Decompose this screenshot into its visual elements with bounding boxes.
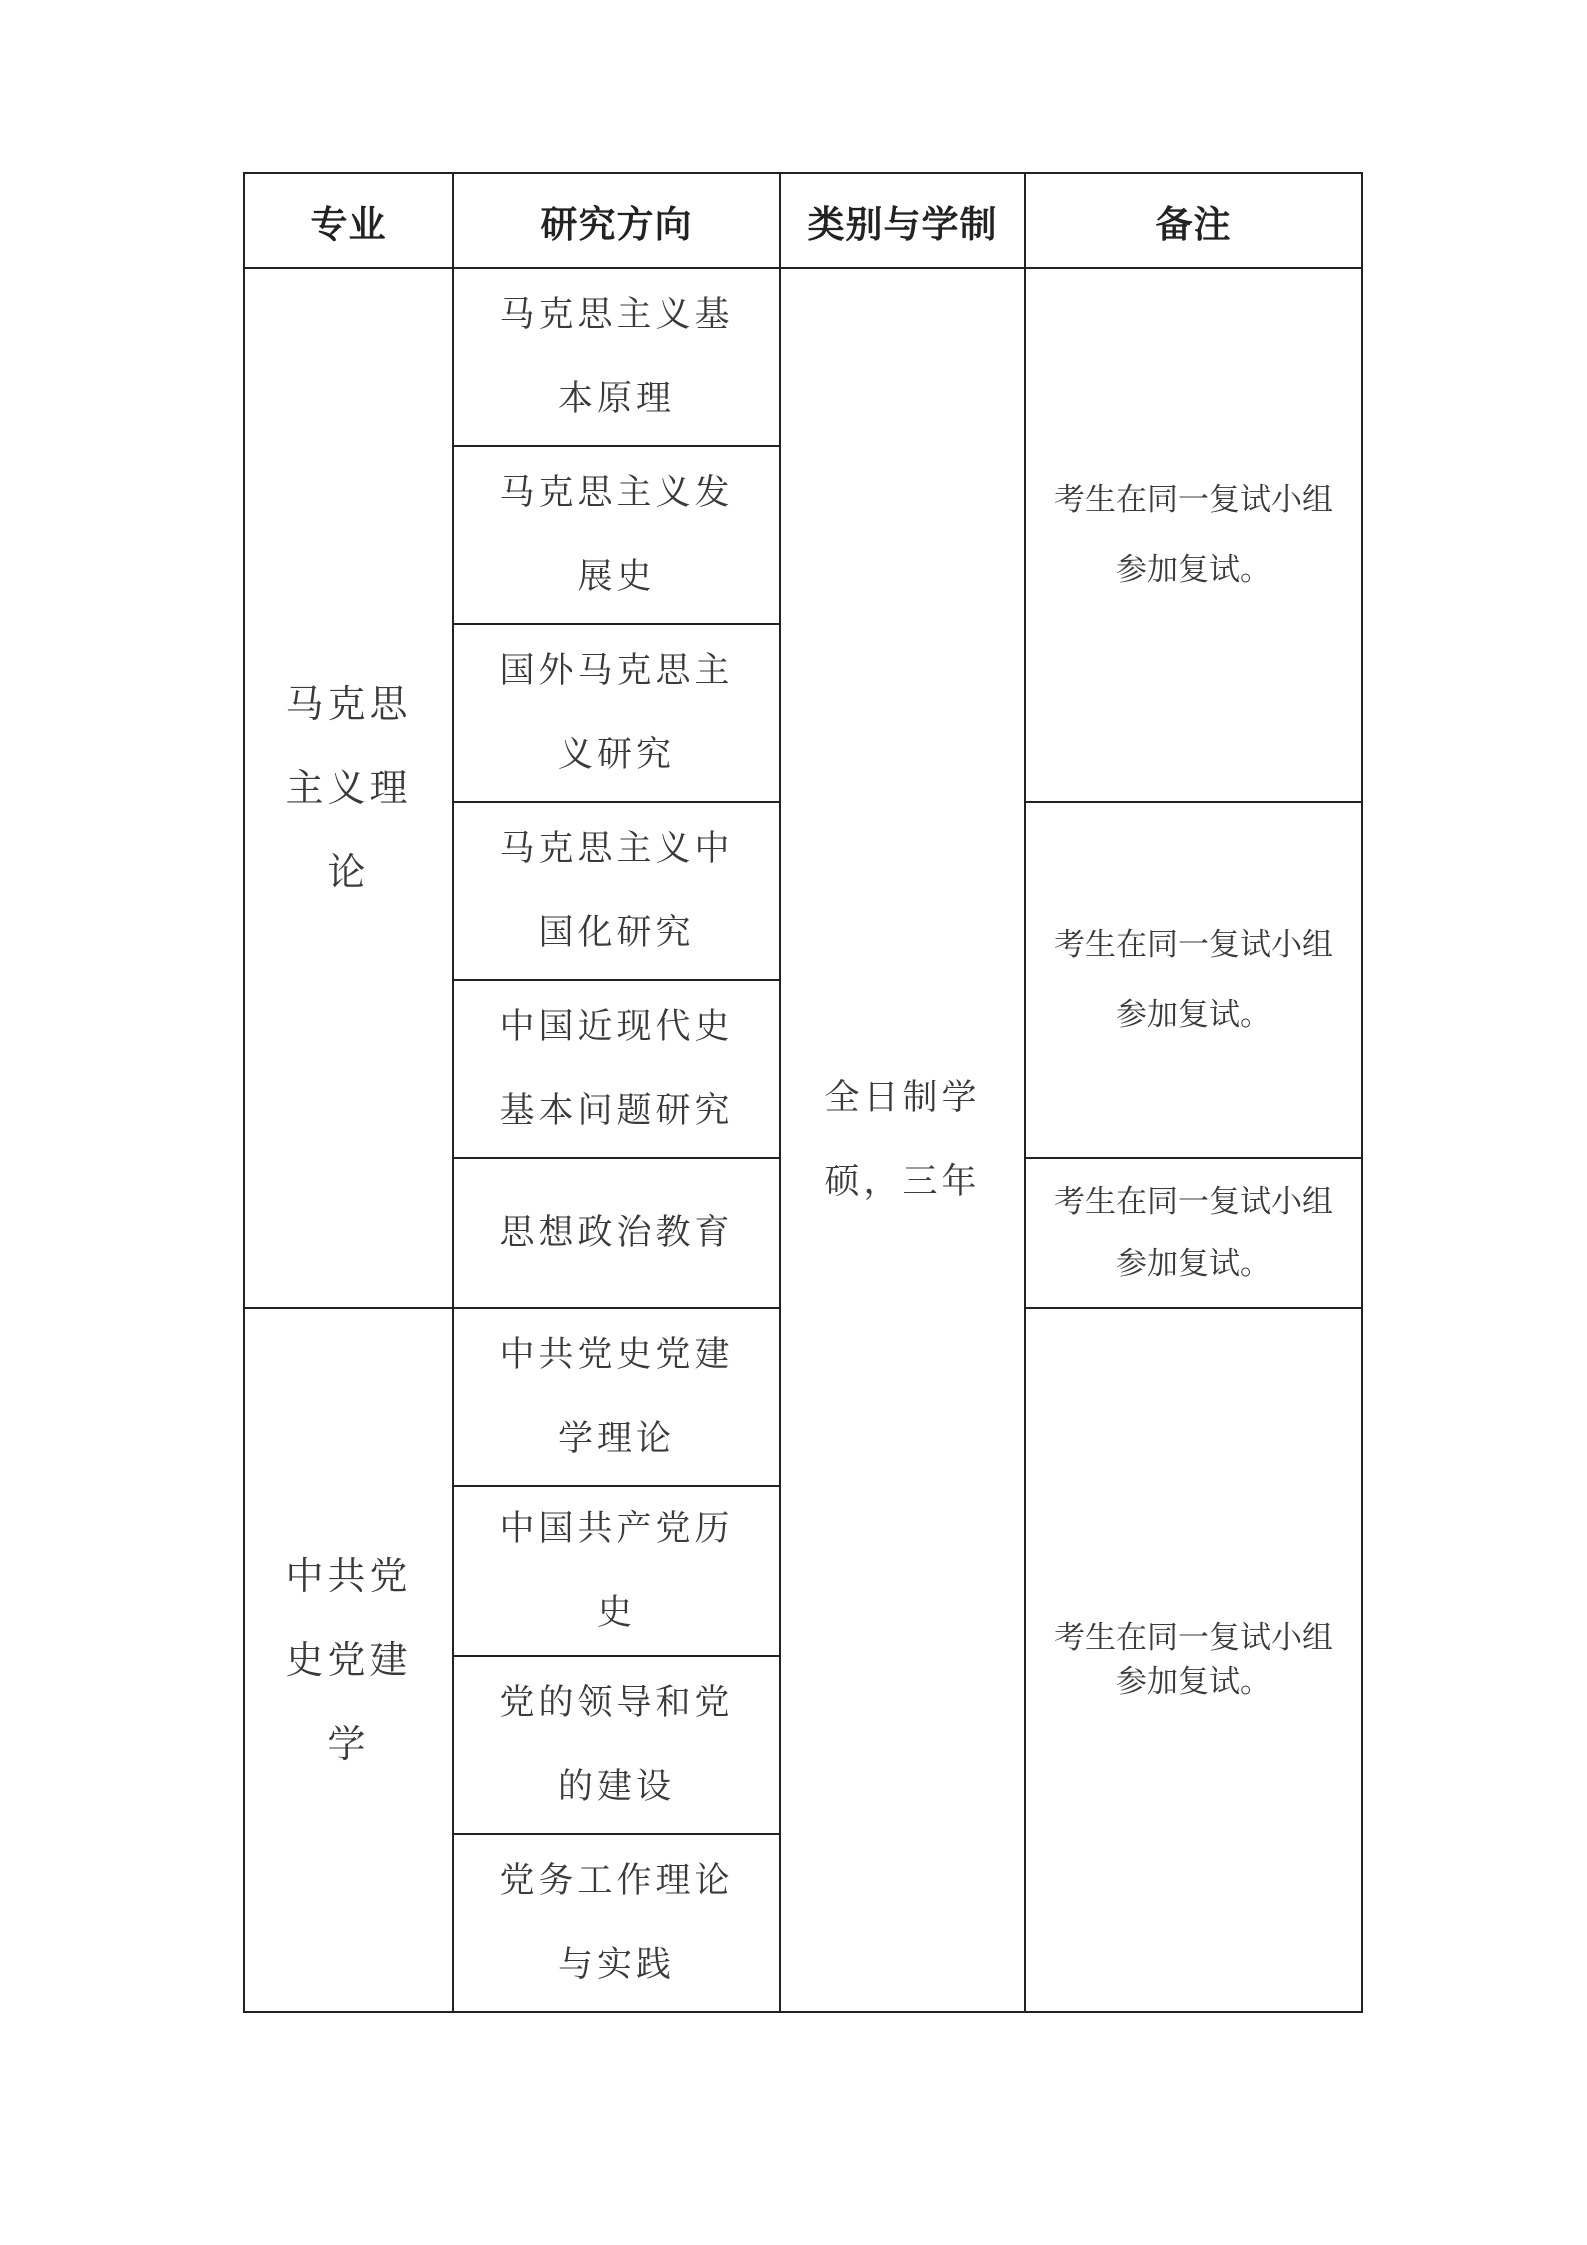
direction-label: 中共党史党建学理论 xyxy=(499,1335,734,1459)
header-note: 备注 xyxy=(1025,173,1362,268)
program-table xyxy=(243,172,1363,2013)
major-cell xyxy=(244,268,453,1308)
header-direction: 研究方向 xyxy=(453,173,780,268)
direction-cell xyxy=(453,980,780,1158)
direction-cell xyxy=(453,1308,780,1486)
direction-label: 思想政治教育 xyxy=(499,1213,734,1253)
note-cell xyxy=(1025,268,1362,802)
direction-cell xyxy=(453,1656,780,1834)
direction-label: 中国近现代史基本问题研究 xyxy=(499,1007,734,1131)
direction-cell xyxy=(453,268,780,446)
direction-label: 马克思主义基本原理 xyxy=(499,295,734,419)
note-label: 考生在同一复试小组参加复试。 xyxy=(1054,482,1333,588)
header-major: 专业 xyxy=(244,173,453,268)
direction-cell xyxy=(453,802,780,980)
direction-label: 马克思主义中国化研究 xyxy=(499,829,734,953)
direction-cell xyxy=(453,1158,780,1308)
direction-cell xyxy=(453,624,780,802)
direction-label: 马克思主义发展史 xyxy=(499,473,734,597)
note-cell xyxy=(1025,1308,1362,2012)
note-label: 考生在同一复试小组参加复试。 xyxy=(1054,1184,1333,1282)
note-cell xyxy=(1025,802,1362,1158)
major-label: 马克思主义理论 xyxy=(285,682,412,894)
direction-cell xyxy=(453,1834,780,2012)
note-label: 考生在同一复试小组参加复试。 xyxy=(1054,1620,1333,1700)
type-cell xyxy=(780,268,1025,2012)
direction-cell xyxy=(453,1486,780,1656)
direction-label: 国外马克思主义研究 xyxy=(499,651,734,775)
header-row xyxy=(244,173,1362,268)
direction-label: 党务工作理论与实践 xyxy=(499,1861,734,1985)
major-label: 中共党史党建学 xyxy=(285,1554,412,1766)
direction-label: 中国共产党历史 xyxy=(499,1509,734,1633)
header-type: 类别与学制 xyxy=(780,173,1025,268)
direction-cell xyxy=(453,446,780,624)
direction-label: 党的领导和党的建设 xyxy=(499,1683,734,1807)
table-row xyxy=(244,268,1362,446)
note-label: 考生在同一复试小组参加复试。 xyxy=(1054,927,1333,1033)
note-cell xyxy=(1025,1158,1362,1308)
major-cell xyxy=(244,1308,453,2012)
type-label: 全日制学硕，三年 xyxy=(824,1078,981,1202)
